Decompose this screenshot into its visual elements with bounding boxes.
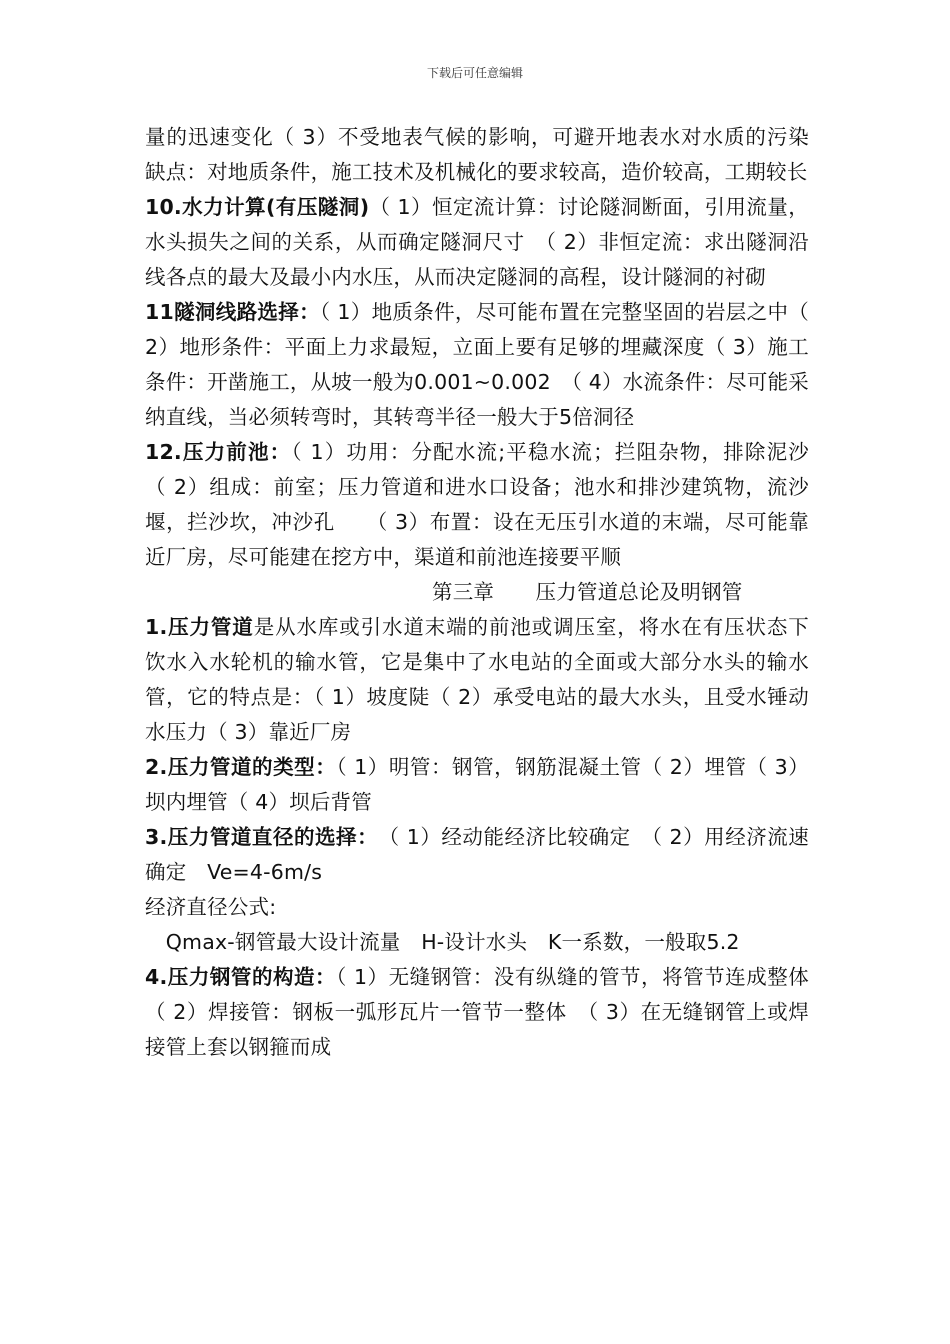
- section-text: （ 1）地质条件，尽可能布置在完整坚固的岩层之中（ 2）地形条件：平面上力求最短，立面上要有足够的埋藏深度（ 3）施工条件：开凿施工，从坡一般为0.001~0.002 （ 4）水流条件：尽可能采纳直线，当必须转弯时，其转弯半径一般大于5倍洞径: [145, 300, 809, 429]
- document-body: [145, 120, 872, 1065]
- formula-label: 经济直径公式:: [145, 895, 277, 919]
- item-2-penstock-types: [145, 750, 809, 820]
- section-title: 10.水力计算(有压隧洞): [145, 195, 370, 219]
- item-4-steel-pipe-structure: [145, 960, 809, 1065]
- item-title: 3.压力管道直径的选择：: [145, 825, 368, 849]
- item-1-penstock: [145, 610, 809, 750]
- section-text: （ 1）恒定流计算：讨论隧洞断面，引用流量，水头损失之间的关系，从而确定隧洞尺寸 （ 2）非恒定流：求出隧洞沿线各点的最大及最小内水压，从而决定隧洞的高程，设计隧洞的衬砌: [145, 195, 809, 289]
- section-title: 12.压力前池：: [145, 440, 292, 464]
- item-title: 2.压力管道的类型：: [145, 755, 337, 779]
- item-text: （ 1）明管：钢管，钢筋混凝土管（ 2）埋管（ 3）坝内埋管（ 4）坝后背管: [145, 755, 809, 814]
- paragraph-continuation: [145, 120, 872, 190]
- section-text: （ 1）功用：分配水流;平稳水流；拦阻杂物，排除泥沙 （ 2）组成：前室；压力管道和进水口设备；池水和排沙建筑物，流沙堰，拦沙坎，冲沙孔 （ 3）布置：设在无压引水道的末端，尽可能靠近厂房，尽可能建在挖方中，渠道和前池连接要平顺: [145, 440, 837, 569]
- paragraph-text: 量的迅速变化（ 3）不受地表气候的影响，可避开地表水对水质的污染 缺点：对地质条件，施工技术及机械化的要求较高，造价较高，工期较长: [145, 125, 872, 184]
- page-header-note: 下载后可任意编辑: [426, 66, 523, 80]
- section-10-hydraulic-calculation: [145, 190, 809, 295]
- section-12-forebay: [145, 435, 837, 575]
- section-title: 11隧洞线路选择：: [145, 300, 320, 324]
- item-text: （ 1）无缝钢管：没有纵缝的管节，将管节连成整体（ 2）焊接管：钢板一弧形瓦片一管节一整体 （ 3）在无缝钢管上或焊接管上套以钢箍而成: [145, 965, 809, 1059]
- section-11-tunnel-route: [145, 295, 809, 435]
- item-3-diameter-selection: [145, 820, 809, 890]
- item-title: 1.压力管道: [145, 615, 254, 639]
- item-text: （ 1）经动能经济比较确定 （ 2）用经济流速确定 Ve=4-6m/s: [145, 825, 810, 884]
- item-text: 是从水库或引水道末端的前池或调压室，将水在有压状态下饮水入水轮机的输水管，它是集中了水电站的全面或大部分水头的输水管，它的特点是：（ 1）坡度陡（ 2）承受电站的最大水头，且受水锤动水压力（ 3）靠近厂房: [145, 615, 809, 744]
- item-title: 4.压力钢管的构造：: [145, 965, 337, 989]
- chapter-heading: 第三章 压力管道总论及明钢管: [432, 580, 743, 604]
- formula-variables: Qmax-钢管最大设计流量 H-设计水头 K一系数，一般取5.2: [145, 930, 740, 954]
